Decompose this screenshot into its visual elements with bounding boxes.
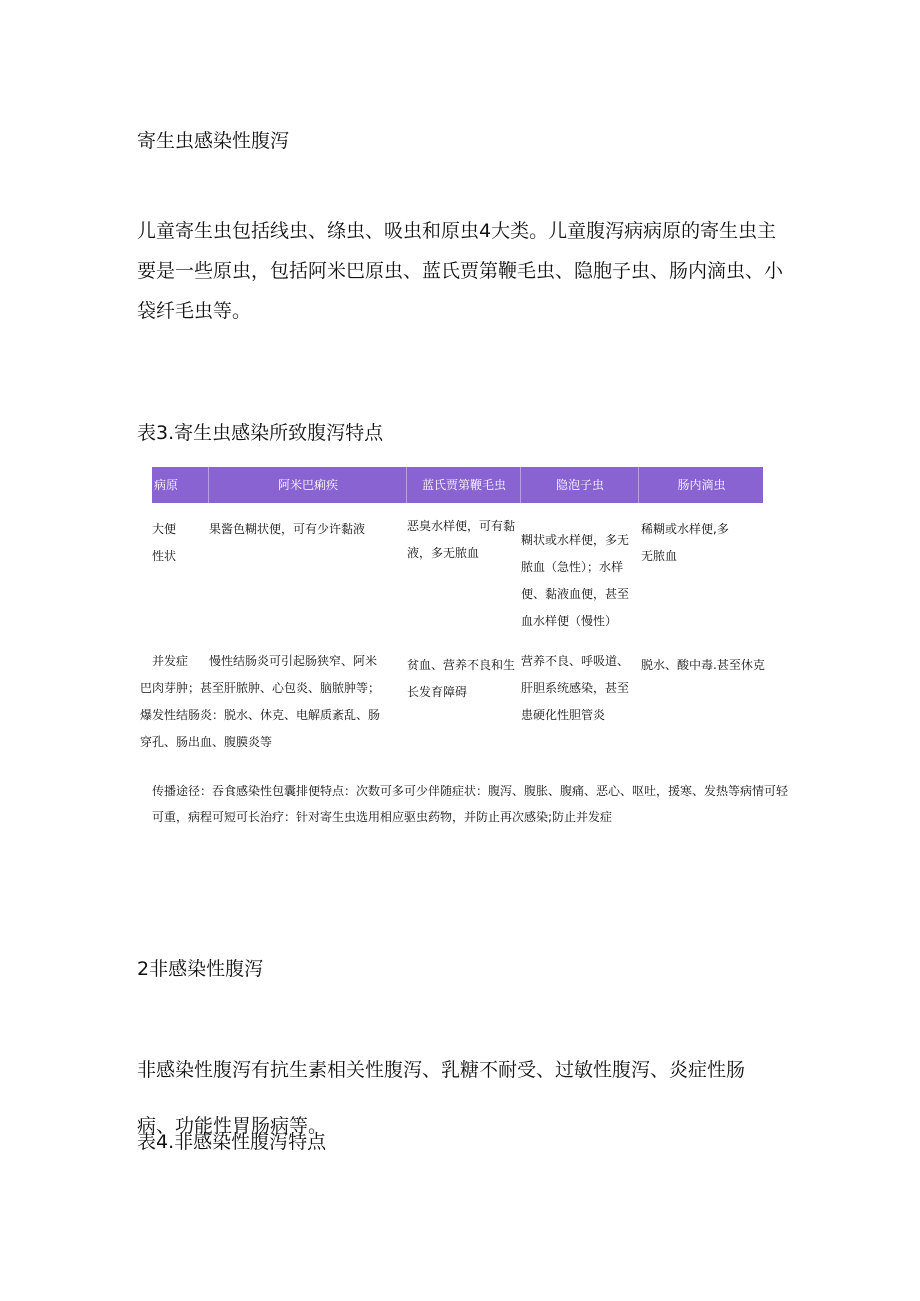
table3-caption: 表3.寄生虫感染所致腹泻特点 (137, 422, 384, 444)
section-title-parasitic: 寄生虫感染性腹泻 (137, 130, 290, 152)
cell-complications-trichomonas: 脱水、酸中毒.甚至休克 (641, 658, 765, 672)
table4-caption: 表4.非感染性腹泻特点 (137, 1131, 327, 1153)
section-title-noninfectious: 2非感染性腹泻 (137, 958, 264, 980)
cell-stool-trichomonas: 稀糊或水样便,多无脓血 (641, 522, 729, 563)
table3-note: 传播途径：吞食感染性包囊排便特点：次数可多可少伴随症状：腹泻、腹胀、腹痛、恶心、呕吐，援寒、发热等病情可轻可重，病程可短可长治疗：针对寄生虫选用相应驱虫药物，并防止再次感染;防止并发症 (152, 784, 789, 824)
row-label-complications: 并发症 (152, 654, 189, 668)
row-label-stool: 大便性状 (152, 522, 177, 563)
header-crypto: 隐泡子虫 (520, 467, 639, 503)
header-giardia: 蓝氏贾第鞭毛虫 (406, 467, 521, 503)
paragraph-parasitic: 儿童寄生虫包括线虫、绦虫、吸虫和原虫4大类。儿童腹泻病病原的寄生虫主要是一些原虫，包括阿米巴原虫、蓝氏贾第鞭毛虫、隐胞子虫、肠内滴虫、小袋纤毛虫等。 (137, 220, 784, 322)
cell-stool-amoebic: 果酱色糊状便，可有少许黏液 (209, 522, 366, 536)
header-trichomonas: 肠内滴虫 (638, 467, 764, 503)
paragraph-noninfectious: 非感染性腹泻有抗生素相关性腹泻、乳糖不耐受、过敏性腹泻、炎症性肠病、功能性胃肠病等。 (137, 1059, 746, 1137)
cell-stool-giardia: 恶臭水样便，可有黏液，多无脓血 (407, 519, 516, 560)
table3-header (152, 467, 763, 503)
header-pathogen: 病原 (154, 478, 179, 492)
cell-complications-crypto: 营养不良、呼吸道、肝胆系统感染，甚至患硬化性胆管炎 (521, 654, 630, 722)
cell-stool-crypto: 糊状或水样便，多无脓血（急性）；水样便、黏液血便，甚至血水样便（慢性） (521, 533, 630, 628)
cell-complications-amoebic: 慢性结肠炎可引起肠狭窄、阿米巴肉芽肿；甚至肝脓肿、心包炎、脑脓肿等；爆发性结肠炎：脱水、休克、电解质紊乱、肠穿孔、肠出血、腹膜炎等 (140, 654, 381, 749)
header-amoebic: 阿米巴痢疾 (208, 467, 407, 503)
cell-complications-giardia: 贫血、营养不良和生长发育障碍 (407, 658, 516, 699)
